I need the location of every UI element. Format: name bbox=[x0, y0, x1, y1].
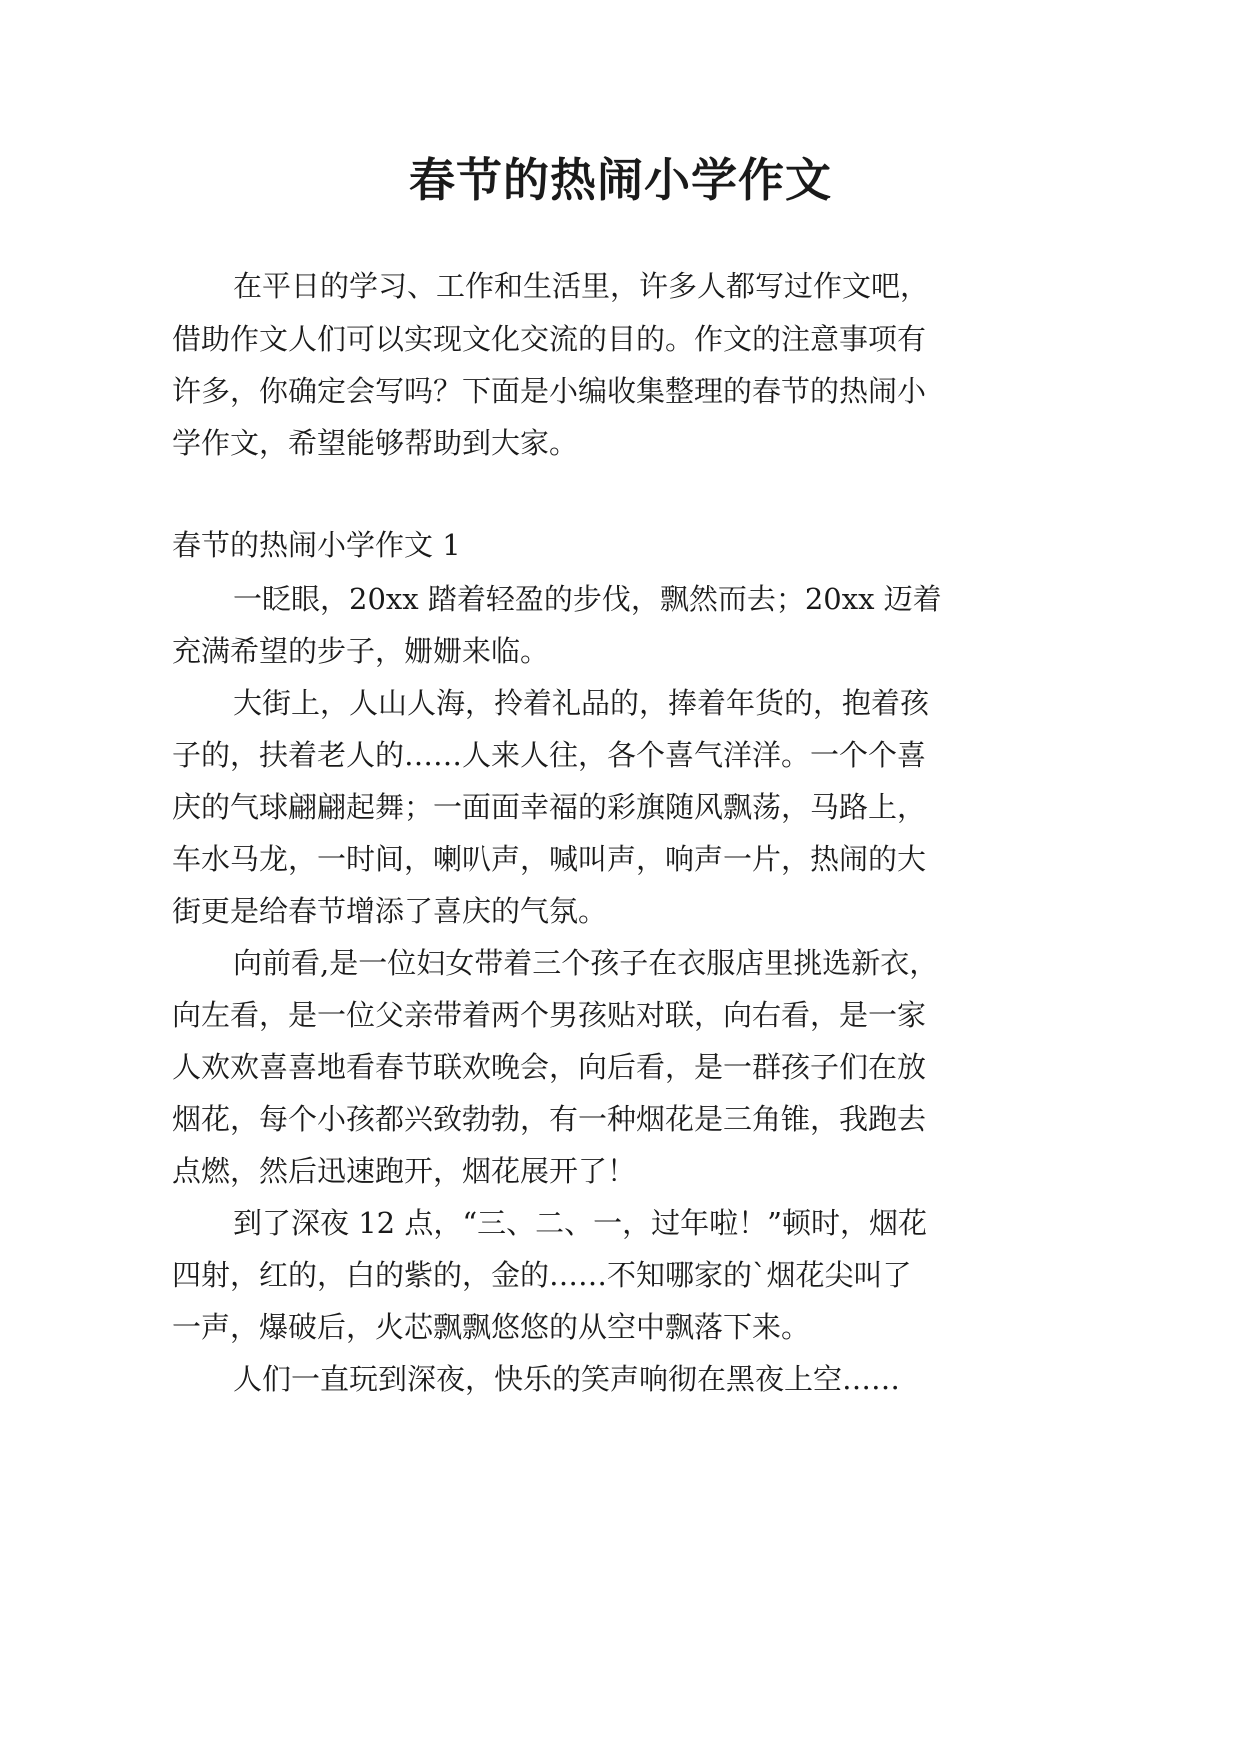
paragraph-2-line-1: 大街上，人山人海，拎着礼品的，捧着年货的，抱着孩 bbox=[233, 686, 930, 720]
paragraph-2-line-4: 车水马龙，一时间，喇叭声，喊叫声，响声一片，热闹的大 bbox=[172, 842, 927, 876]
paragraph-5-line-1: 人们一直玩到深夜，快乐的笑声响彻在黑夜上空…… bbox=[233, 1362, 901, 1396]
paragraph-4-line-1: 到了深夜 12 点，“三、二、一，过年啦！”顿时，烟花 bbox=[233, 1206, 927, 1240]
paragraph-1-line-2: 充满希望的步子，姗姗来临。 bbox=[172, 634, 550, 668]
paragraph-4-line-2: 四射，红的，白的紫的，金的……不知哪家的`烟花尖叫了 bbox=[172, 1258, 912, 1292]
paragraph-2-line-5: 街更是给春节增添了喜庆的气氛。 bbox=[172, 894, 608, 928]
paragraph-3-line-2: 向左看，是一位父亲带着两个男孩贴对联，向右看，是一家 bbox=[172, 998, 927, 1032]
intro-line-3: 许多，你确定会写吗？下面是小编收集整理的春节的热闹小 bbox=[172, 374, 927, 408]
paragraph-3-line-4: 烟花，每个小孩都兴致勃勃，有一种烟花是三角锥，我跑去 bbox=[172, 1102, 927, 1136]
intro-line-1: 在平日的学习、工作和生活里，许多人都写过作文吧， bbox=[233, 269, 930, 303]
document-title: 春节的热闹小学作文 bbox=[409, 153, 832, 207]
paragraph-3-line-5: 点燃，然后迅速跑开，烟花展开了！ bbox=[172, 1154, 637, 1188]
paragraph-3-line-1: 向前看,是一位妇女带着三个孩子在衣服店里挑选新衣， bbox=[233, 946, 939, 980]
intro-line-2: 借助作文人们可以实现文化交流的目的。作文的注意事项有 bbox=[172, 322, 927, 356]
paragraph-4-line-3: 一声，爆破后，火芯飘飘悠悠的从空中飘落下来。 bbox=[172, 1310, 811, 1344]
paragraph-2-line-2: 子的，扶着老人的……人来人往，各个喜气洋洋。一个个喜 bbox=[172, 738, 927, 772]
paragraph-1-line-1: 一眨眼，20xx 踏着轻盈的步伐，飘然而去；20xx 迈着 bbox=[233, 582, 942, 616]
paragraph-3-line-3: 人欢欢喜喜地看春节联欢晚会，向后看，是一群孩子们在放 bbox=[172, 1050, 927, 1084]
paragraph-2-line-3: 庆的气球翩翩起舞；一面面幸福的彩旗随风飘荡，马路上， bbox=[172, 790, 927, 824]
intro-line-4: 学作文，希望能够帮助到大家。 bbox=[172, 426, 579, 460]
section-heading: 春节的热闹小学作文 1 bbox=[172, 528, 461, 562]
